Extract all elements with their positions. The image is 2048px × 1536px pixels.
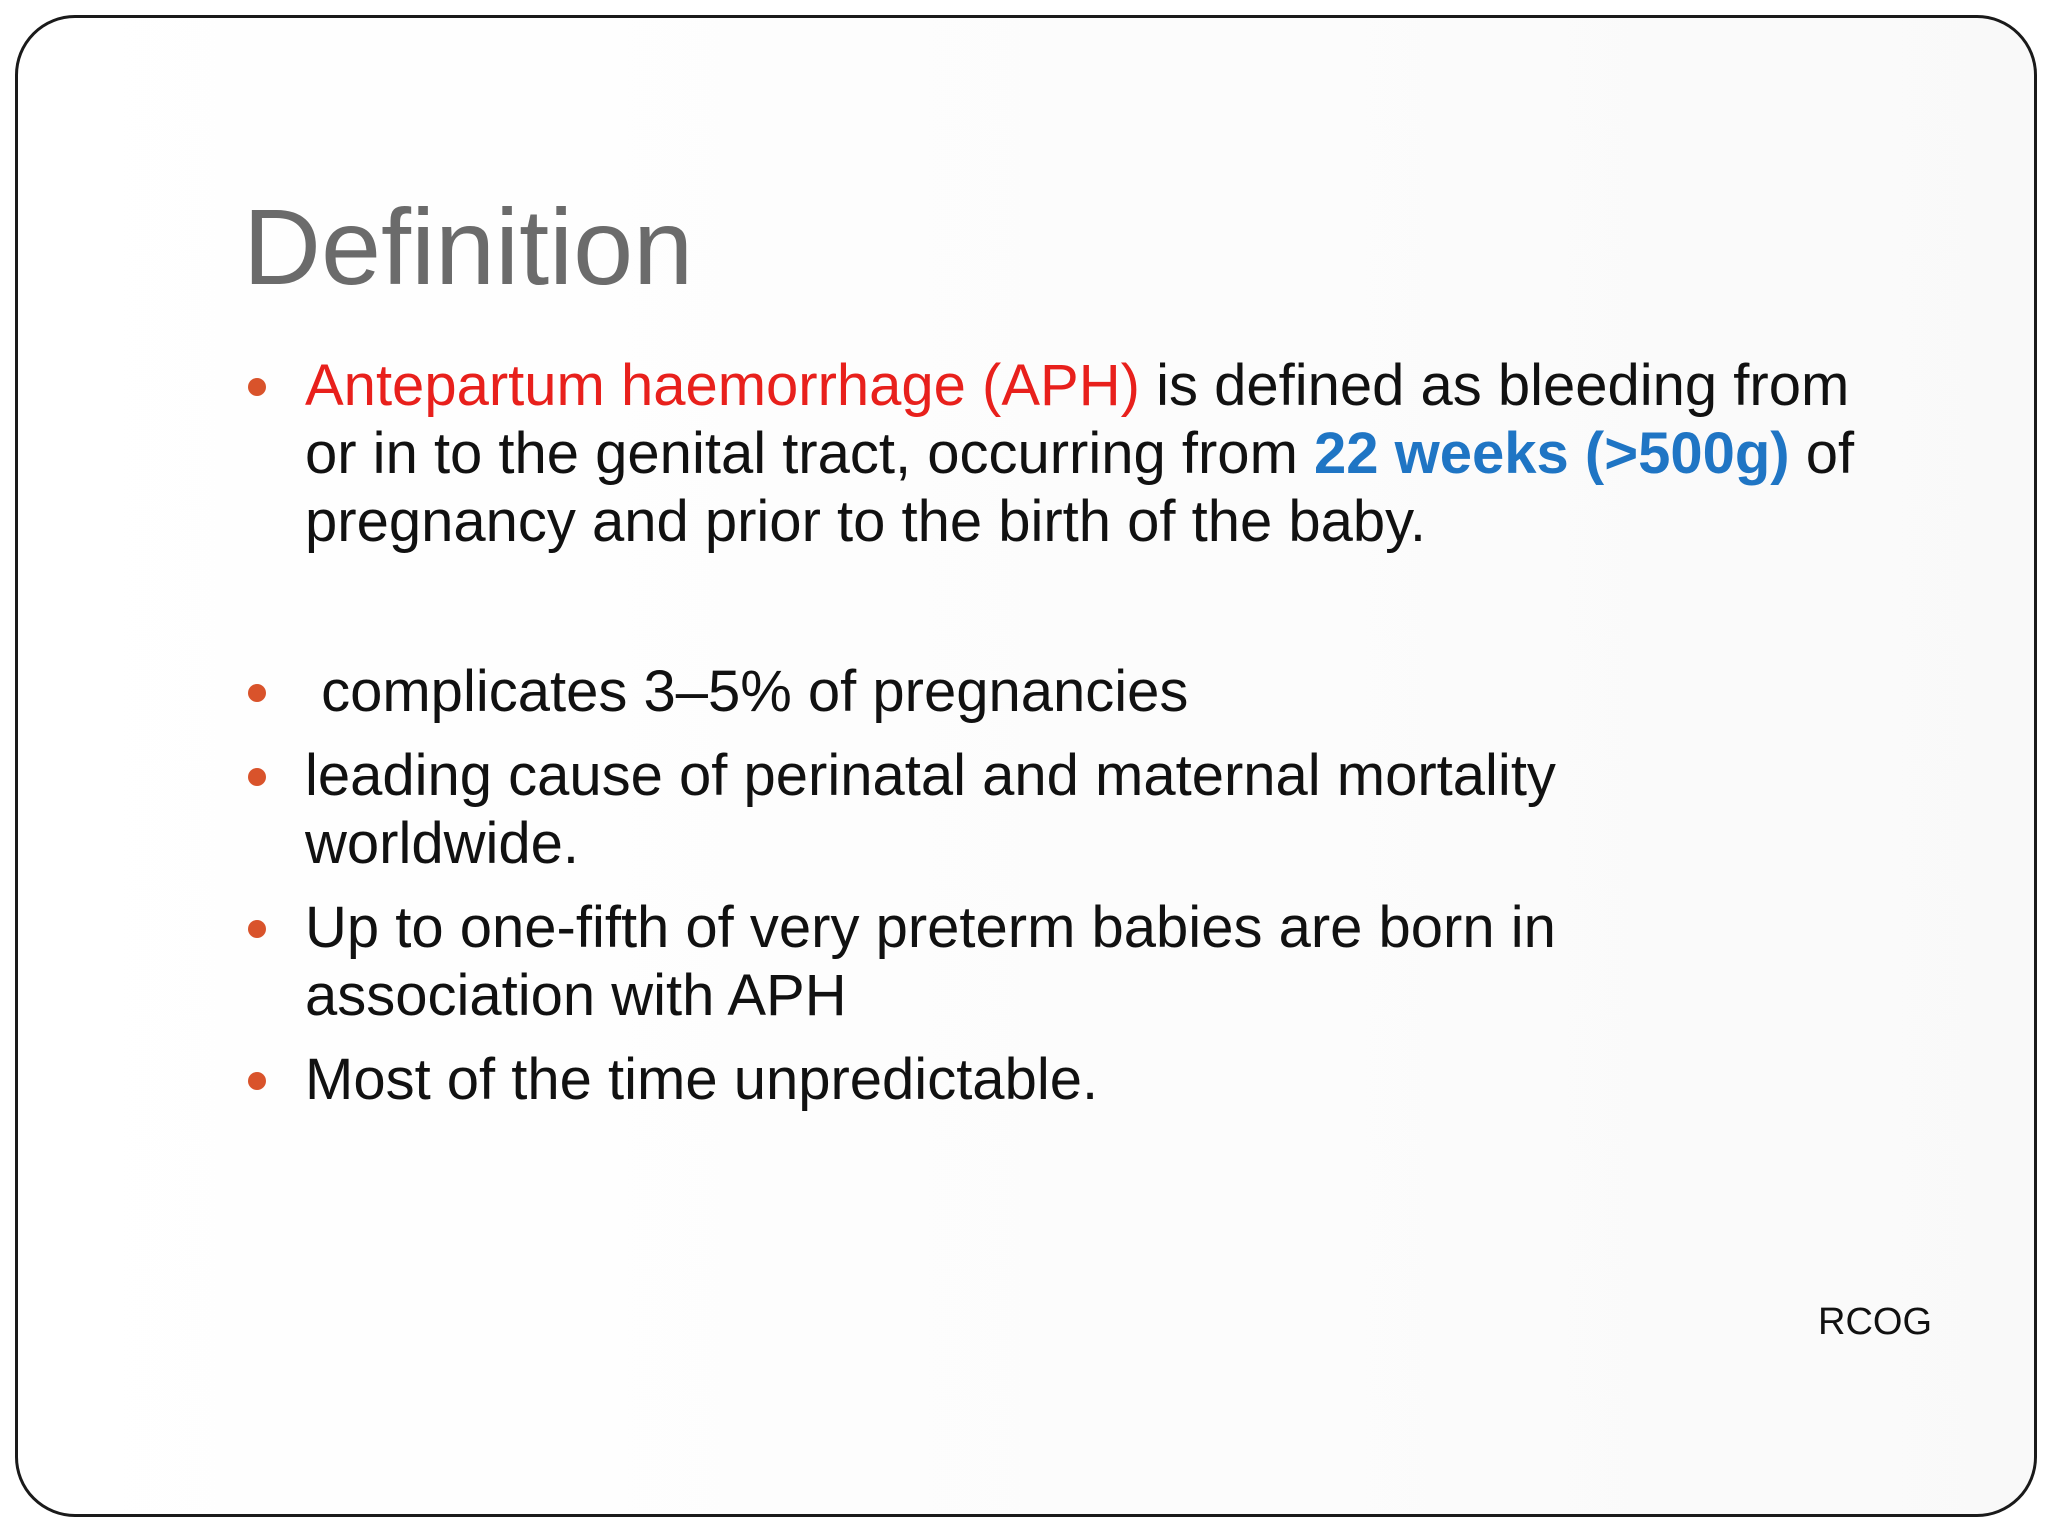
source-citation: RCOG — [1818, 1301, 1932, 1343]
bullet-text: complicates 3–5% of pregnancies — [305, 659, 1189, 724]
aph-term: Antepartum haemorrhage (APH) — [305, 353, 1140, 418]
bullet-text: Up to one-fifth of very preterm babies are born in association with APH — [305, 895, 1556, 1028]
bullet-dot-icon — [248, 684, 266, 702]
bullet-dot-icon — [248, 378, 266, 396]
slide — [15, 15, 2037, 1517]
bullet-dot-icon — [248, 768, 266, 786]
gestation-threshold: 22 weeks (>500g) — [1314, 421, 1790, 486]
bullet-text — [305, 352, 1865, 556]
bullet-dot-icon — [248, 920, 266, 938]
definition-text-part-1: is defined as bleeding from or in to the genital tract, occurring from — [305, 353, 1850, 486]
bullet-text: Most of the time unpredictable. — [305, 1047, 1099, 1112]
bullet-text: leading cause of perinatal and maternal mortality worldwide. — [305, 743, 1556, 876]
definition-text-part-2: of pregnancy and prior to the birth of the baby. — [305, 421, 1855, 554]
bullet-dot-icon — [248, 1072, 266, 1090]
slide-title: Definition — [243, 186, 694, 307]
bullet-list — [18, 18, 2034, 1514]
